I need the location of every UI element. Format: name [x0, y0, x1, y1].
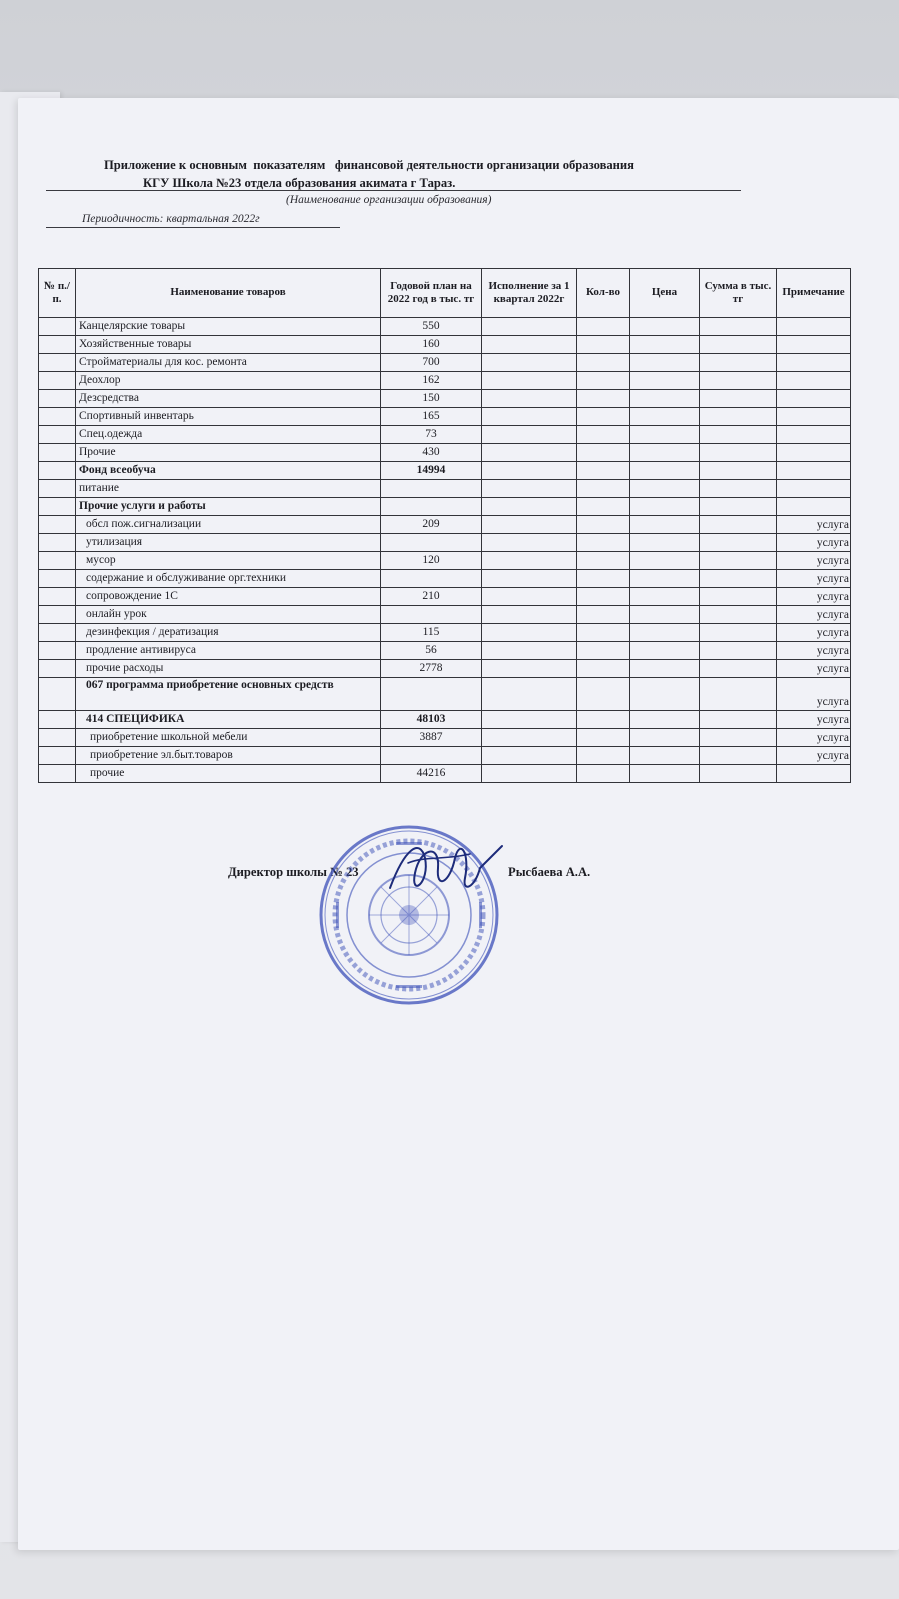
table-row — [39, 390, 851, 408]
item-plan — [381, 678, 482, 711]
item-plan: 115 — [381, 624, 482, 642]
financial-table — [38, 268, 851, 783]
item-name: Стройматериалы для кос. ремонта — [76, 354, 381, 372]
item-name: Прочие — [76, 444, 381, 462]
item-name: Фонд всеобуча — [76, 462, 381, 480]
item-note: услуга — [777, 642, 851, 660]
item-plan — [381, 498, 482, 516]
item-plan: 120 — [381, 552, 482, 570]
item-note — [777, 354, 851, 372]
column-header-number: № п./п. — [39, 269, 76, 318]
item-plan: 550 — [381, 318, 482, 336]
item-plan: 430 — [381, 444, 482, 462]
item-plan: 73 — [381, 426, 482, 444]
table-row — [39, 534, 851, 552]
table-row — [39, 711, 851, 729]
item-name: прочие — [76, 765, 381, 783]
table-row — [39, 552, 851, 570]
table-row — [39, 408, 851, 426]
item-note — [777, 318, 851, 336]
item-name: питание — [76, 480, 381, 498]
table-row — [39, 318, 851, 336]
item-note — [777, 372, 851, 390]
table-row — [39, 660, 851, 678]
item-plan: 14994 — [381, 462, 482, 480]
item-name: утилизация — [76, 534, 381, 552]
table-row — [39, 354, 851, 372]
organization-name: КГУ Школа №23 отдела образования акимата г Тараз. — [143, 176, 456, 190]
item-name: Хозяйственные товары — [76, 336, 381, 354]
item-note — [777, 426, 851, 444]
column-header-price: Цена — [630, 269, 700, 318]
item-plan — [381, 534, 482, 552]
table-row — [39, 606, 851, 624]
column-header-plan: Годовой план на 2022 год в тыс. тг — [381, 269, 482, 318]
item-plan: 150 — [381, 390, 482, 408]
director-signature — [380, 828, 510, 908]
item-plan: 56 — [381, 642, 482, 660]
table-row — [39, 570, 851, 588]
item-name: 414 СПЕЦИФИКА — [76, 711, 381, 729]
table-row — [39, 678, 851, 711]
organization-hint: (Наименование организации образования) — [286, 194, 492, 206]
table-row — [39, 426, 851, 444]
item-note: услуга — [777, 606, 851, 624]
item-note: услуга — [777, 552, 851, 570]
item-note — [777, 498, 851, 516]
item-name: приобретение школьной мебели — [76, 729, 381, 747]
item-note: услуга — [777, 660, 851, 678]
column-header-sum: Сумма в тыс. тг — [700, 269, 777, 318]
item-note — [777, 408, 851, 426]
item-note — [777, 765, 851, 783]
item-note: услуга — [777, 678, 851, 711]
table-row — [39, 747, 851, 765]
item-name: 067 программа приобретение основных средств — [76, 678, 381, 711]
item-plan — [381, 570, 482, 588]
item-note — [777, 480, 851, 498]
item-name: Дезсредства — [76, 390, 381, 408]
column-header-note: Примечание — [777, 269, 851, 318]
item-plan: 700 — [381, 354, 482, 372]
table-header-row — [39, 269, 851, 318]
item-plan: 3887 — [381, 729, 482, 747]
item-plan — [381, 606, 482, 624]
item-name: содержание и обслуживание орг.техники — [76, 570, 381, 588]
column-header-quantity: Кол-во — [577, 269, 630, 318]
table-row — [39, 444, 851, 462]
item-plan: 48103 — [381, 711, 482, 729]
item-name: приобретение эл.быт.товаров — [76, 747, 381, 765]
item-plan: 44216 — [381, 765, 482, 783]
document-title: Приложение к основным показателям финансовой деятельности организации образования — [104, 158, 635, 172]
item-note: услуга — [777, 570, 851, 588]
director-label: Директор школы № 23 — [228, 865, 359, 879]
item-name: обсл пож.сигнализации — [76, 516, 381, 534]
item-plan: 210 — [381, 588, 482, 606]
item-note: услуга — [777, 711, 851, 729]
item-note — [777, 390, 851, 408]
organization-underline — [46, 190, 741, 191]
director-name: Рысбаева А.А. — [508, 865, 591, 879]
item-note: услуга — [777, 588, 851, 606]
table-row — [39, 729, 851, 747]
table-row — [39, 624, 851, 642]
item-plan: 165 — [381, 408, 482, 426]
item-note: услуга — [777, 516, 851, 534]
item-name: Спец.одежда — [76, 426, 381, 444]
table-row — [39, 516, 851, 534]
table-row — [39, 765, 851, 783]
item-note — [777, 444, 851, 462]
table-row — [39, 462, 851, 480]
item-note: услуга — [777, 624, 851, 642]
column-header-execution: Исполнение за 1 квартал 2022г — [482, 269, 577, 318]
item-name: дезинфекция / дератизация — [76, 624, 381, 642]
item-note: услуга — [777, 729, 851, 747]
item-name: Канцелярские товары — [76, 318, 381, 336]
table-row — [39, 642, 851, 660]
periodicity: Периодичность: квартальная 2022г — [82, 213, 260, 225]
item-plan: 209 — [381, 516, 482, 534]
item-plan — [381, 747, 482, 765]
item-note — [777, 462, 851, 480]
table-row — [39, 372, 851, 390]
item-name: мусор — [76, 552, 381, 570]
table-row — [39, 588, 851, 606]
item-note: услуга — [777, 747, 851, 765]
item-plan: 162 — [381, 372, 482, 390]
item-plan — [381, 480, 482, 498]
table-row — [39, 498, 851, 516]
item-plan: 2778 — [381, 660, 482, 678]
item-name: онлайн урок — [76, 606, 381, 624]
item-name: продление антивируса — [76, 642, 381, 660]
item-name: сопровождение 1С — [76, 588, 381, 606]
item-plan: 160 — [381, 336, 482, 354]
item-name: прочие расходы — [76, 660, 381, 678]
table-row — [39, 336, 851, 354]
item-note — [777, 336, 851, 354]
item-note: услуга — [777, 534, 851, 552]
item-name: Прочие услуги и работы — [76, 498, 381, 516]
item-name: Спортивный инвентарь — [76, 408, 381, 426]
periodicity-underline — [46, 227, 340, 228]
table-row — [39, 480, 851, 498]
item-name: Деохлор — [76, 372, 381, 390]
column-header-name: Наименование товаров — [76, 269, 381, 318]
